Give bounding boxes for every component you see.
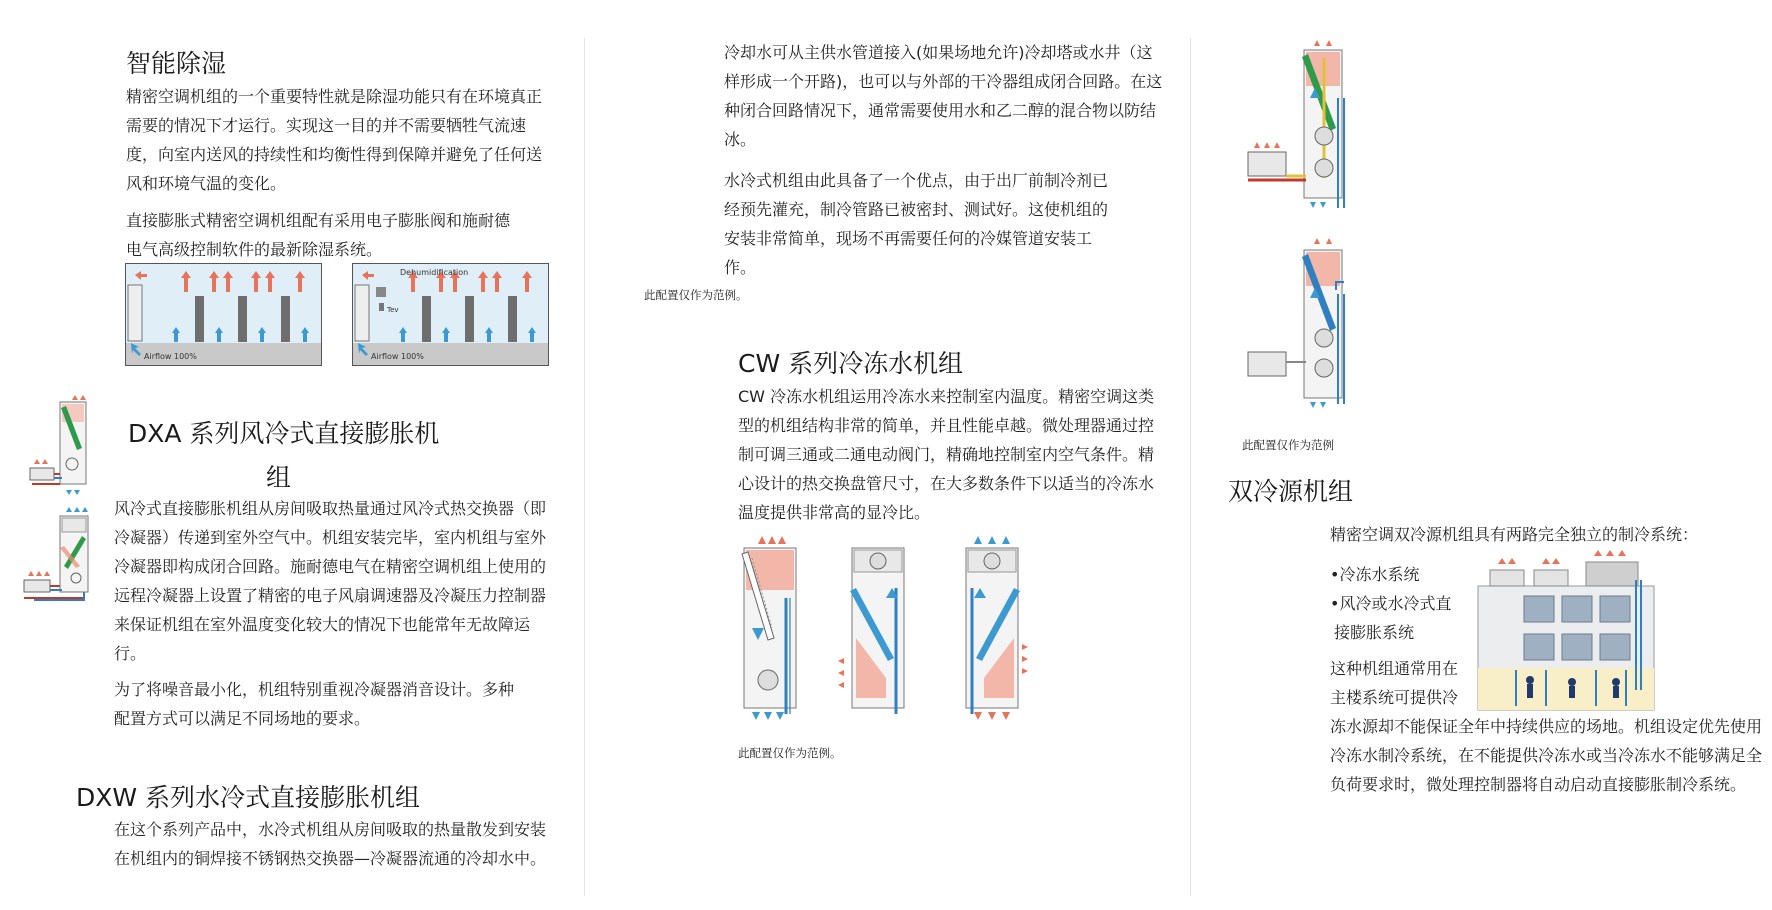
cw-unit-illustration-upflow-1 [838, 528, 918, 730]
usage-paragraph-line1: 这种机组通常用在 [1330, 659, 1459, 678]
airflow-label-right: Airflow 100% [371, 352, 424, 361]
airflow-diagram-normal [125, 263, 322, 366]
dehumidification-paragraph-2: 直接膨胀式精密空调机组配有采用电子膨胀阀和施耐德电气高级控制软件的最新除湿系统。 [126, 211, 511, 259]
dxa-paragraph-2: 为了将噪音最小化，机组特别重视冷凝器消音设计。多种配置方式可以满足不同场地的要求。 [114, 680, 515, 728]
example-caption-1: 此配置仅作为范例。 [644, 288, 748, 302]
column-divider-2 [1190, 38, 1191, 896]
section-title-dxa-line1: DXA 系列风冷式直接膨胀机 [128, 419, 440, 448]
airflow-label-left: Airflow 100% [144, 352, 197, 361]
bullet-dx-line1: •风冷或水冷式直 [1330, 594, 1452, 613]
bullet-dx-line2: 接膨胀系统 [1334, 623, 1415, 642]
usage-paragraph-rest: 冻水源却不能保证全年中持续供应的场地。机组设定优先使用冷冻水制冷系统，在不能提供冷冻水或当冷冻水不能够满足全负荷要求时，微处理控制器将自动启动直接膨胀制冷系统。 [1330, 717, 1763, 794]
column-divider-1 [584, 38, 585, 896]
dehumidification-label: Dehumidification [400, 268, 469, 277]
cw-unit-illustration-upflow-2 [952, 528, 1048, 730]
dxw-unit-illustration-top [1240, 38, 1370, 216]
airflow-diagram-dehumidification [352, 263, 549, 366]
dxw-unit-illustration-bottom [1240, 234, 1370, 412]
example-caption-2: 此配置仅作为范例。 [738, 746, 842, 760]
dxa-unit-illustration-2 [20, 506, 106, 606]
cw-unit-illustration-downflow [738, 528, 812, 730]
cooling-water-paragraph: 冷却水可从主供水管道接入(如果场地允许)冷却塔或水井（这样形成一个开路)，也可以与外部的干冷器组成闭合回路。在这种闭合回路情况下，通常需要使用水和乙二醇的混合物以防结冰。 [724, 43, 1163, 149]
dxw-paragraph-1: 在这个系列产品中，水冷式机组从房间吸取的热量散发到安装在机组内的铜焊接不锈钢热交换器—冷凝器流通的冷却水中。 [114, 820, 547, 868]
section-title-dxw: DXW 系列水冷式直接膨胀机组 [76, 783, 421, 812]
dxa-paragraph-1: 风冷式直接膨胀机组从房间吸取热量通过风冷式热交换器（即冷凝器）传递到室外空气中。机组安装完毕，室内机组与室外冷凝器即构成闭合回路。施耐德电气在精密空调机组上使用的远程冷凝器上设置了精密的电子风扇调速器及冷凝压力控制器来保证机组在室外温度变化较大的情况下也能常年无故障运行。 [114, 499, 547, 663]
dehumidification-paragraph-1: 精密空调机组的一个重要特性就是除湿功能只有在环境真正需要的情况下才运行。实现这一目的并不需要牺牲气流速度，向室内送风的持续性和均衡性得到保障并避免了任何送风和环境气温的变化。 [126, 87, 543, 193]
dual-cooling-intro: 精密空调双冷源机组具有两路完全独立的制冷系统： [1330, 525, 1699, 544]
cw-paragraph: CW 冷冻水机组运用冷冻水来控制室内温度。精密空调这类型的机组结构非常的简单，并且性能卓越。微处理器通过控制可调三通或二通电动阀门，精确地控制室内空气条件。精心设计的热交换盘管尺寸，在大多数条件下以适当的冷冻水温度提供非常高的显冷比。 [738, 387, 1155, 522]
section-title-dual-cooling: 双冷源机组 [1228, 477, 1354, 506]
building-illustration [1476, 540, 1656, 712]
usage-paragraph-line2: 主楼系统可提供冷 [1330, 688, 1459, 707]
section-title-dxa-line2: 组 [266, 463, 292, 492]
dxa-unit-illustration-1 [24, 394, 104, 502]
water-cooled-advantage-paragraph: 水冷式机组由此具备了一个优点，由于出厂前制冷剂已经预先灌充，制冷管路已被密封、测试好。这使机组的安装非常简单，现场不再需要任何的冷媒管道安装工作。 [724, 171, 1109, 277]
tev-label: Tev [387, 306, 399, 314]
example-caption-3: 此配置仅作为范例 [1242, 438, 1334, 452]
section-title-cw: CW 系列冷冻水机组 [738, 349, 964, 378]
bullet-chilled-water: •冷冻水系统 [1330, 565, 1420, 584]
section-title-smart-dehumidification: 智能除湿 [126, 49, 227, 78]
